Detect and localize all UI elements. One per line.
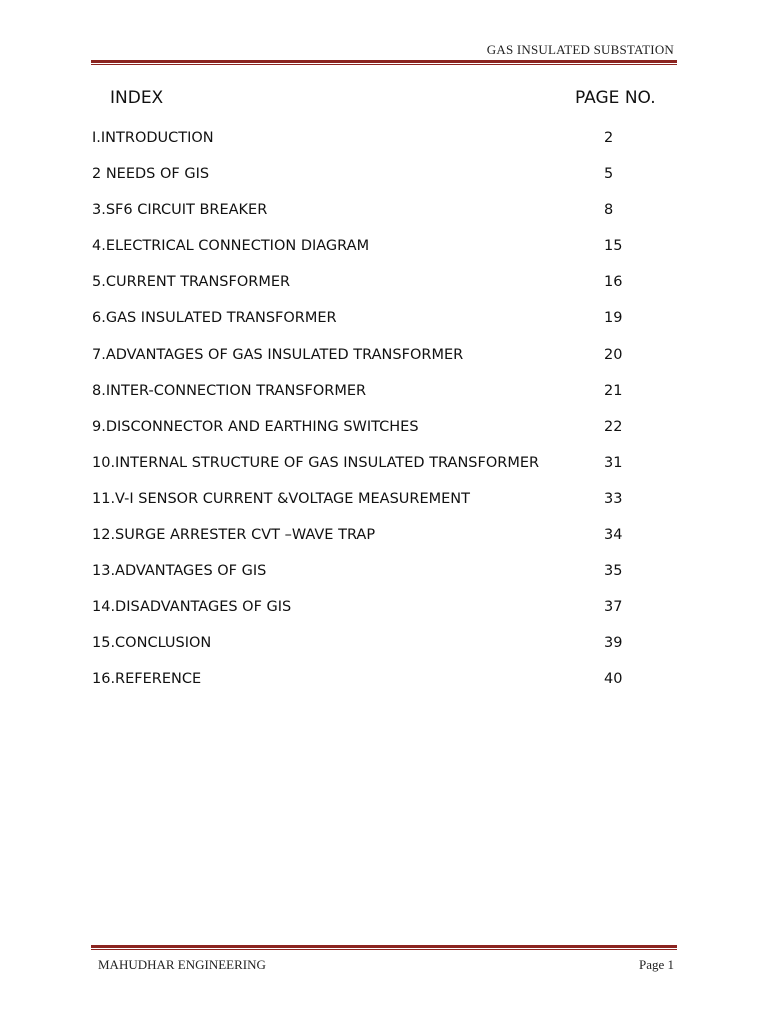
toc-entry-label: 5.CURRENT TRANSFORMER xyxy=(92,274,291,291)
toc-entry-label: 14.DISADVANTAGES OF GIS xyxy=(92,599,292,616)
toc-entry xyxy=(92,192,652,228)
footer-page-number: Page 1 xyxy=(638,957,674,972)
toc-entry xyxy=(92,517,652,553)
toc-entry-page: 34 xyxy=(604,527,623,544)
toc-entry-page: 35 xyxy=(604,563,623,580)
page-number-heading: PAGE NO. xyxy=(575,88,656,108)
toc-entry-page: 33 xyxy=(604,490,623,507)
toc-entry-label: 4.ELECTRICAL CONNECTION DIAGRAM xyxy=(92,238,370,255)
toc-entry-label: 15.CONCLUSION xyxy=(92,635,212,652)
footer-institution: MAHUDHAR ENGINEERING xyxy=(98,957,266,972)
toc-entry-page: 15 xyxy=(604,238,623,255)
toc-entry-label: 16.REFERENCE xyxy=(92,671,202,688)
running-header-title: GAS INSULATED SUBSTATION xyxy=(486,42,674,57)
toc-entry-label: 8.INTER-CONNECTION TRANSFORMER xyxy=(92,382,367,399)
toc-entry xyxy=(92,156,652,192)
toc-entry xyxy=(92,445,652,481)
toc-entry xyxy=(92,625,652,661)
toc-entry-label: 10.INTERNAL STRUCTURE OF GAS INSULATED TRANSFORMER xyxy=(92,454,540,471)
toc-entry-page: 20 xyxy=(604,346,623,363)
toc-entry-page: 5 xyxy=(604,166,614,183)
toc-entry-page: 31 xyxy=(604,454,623,471)
toc-entry-label: 7.ADVANTAGES OF GAS INSULATED TRANSFORMER xyxy=(92,346,464,363)
toc-entry-label: 6.GAS INSULATED TRANSFORMER xyxy=(92,310,337,327)
toc-entry-label: I.INTRODUCTION xyxy=(92,130,214,146)
table-of-contents xyxy=(92,120,652,698)
toc-entry-page: 39 xyxy=(604,635,623,652)
toc-entry xyxy=(92,373,652,409)
toc-entry xyxy=(92,264,652,300)
toc-entry-page: 40 xyxy=(604,671,623,688)
toc-entry-page: 2 xyxy=(604,130,614,146)
toc-entry-page: 21 xyxy=(604,382,623,399)
toc-entry-label: 13.ADVANTAGES OF GIS xyxy=(92,563,267,580)
toc-entry-page: 16 xyxy=(604,274,623,291)
toc-entry xyxy=(92,661,652,697)
toc-entry-page: 22 xyxy=(604,418,623,435)
toc-entry xyxy=(92,481,652,517)
toc-entry-label: 3.SF6 CIRCUIT BREAKER xyxy=(92,202,268,219)
toc-entry-label: 2 NEEDS OF GIS xyxy=(92,166,210,183)
toc-entry xyxy=(92,409,652,445)
toc-entry-page: 19 xyxy=(604,310,623,327)
toc-entry xyxy=(92,337,652,373)
toc-entry-label: 12.SURGE ARRESTER CVT –WAVE TRAP xyxy=(92,527,376,544)
toc-entry-label: 11.V-I SENSOR CURRENT &VOLTAGE MEASUREMENT xyxy=(92,490,471,507)
toc-entry xyxy=(92,553,652,589)
toc-entry xyxy=(92,228,652,264)
toc-entry xyxy=(92,589,652,625)
toc-entry-page: 37 xyxy=(604,599,623,616)
footer-divider xyxy=(91,945,677,950)
toc-entry-page: 8 xyxy=(604,202,614,219)
toc-entry xyxy=(92,300,652,336)
index-heading: INDEX xyxy=(110,88,164,108)
header-divider xyxy=(91,60,677,65)
toc-entry-label: 9.DISCONNECTOR AND EARTHING SWITCHES xyxy=(92,418,419,435)
toc-entry xyxy=(92,120,652,156)
